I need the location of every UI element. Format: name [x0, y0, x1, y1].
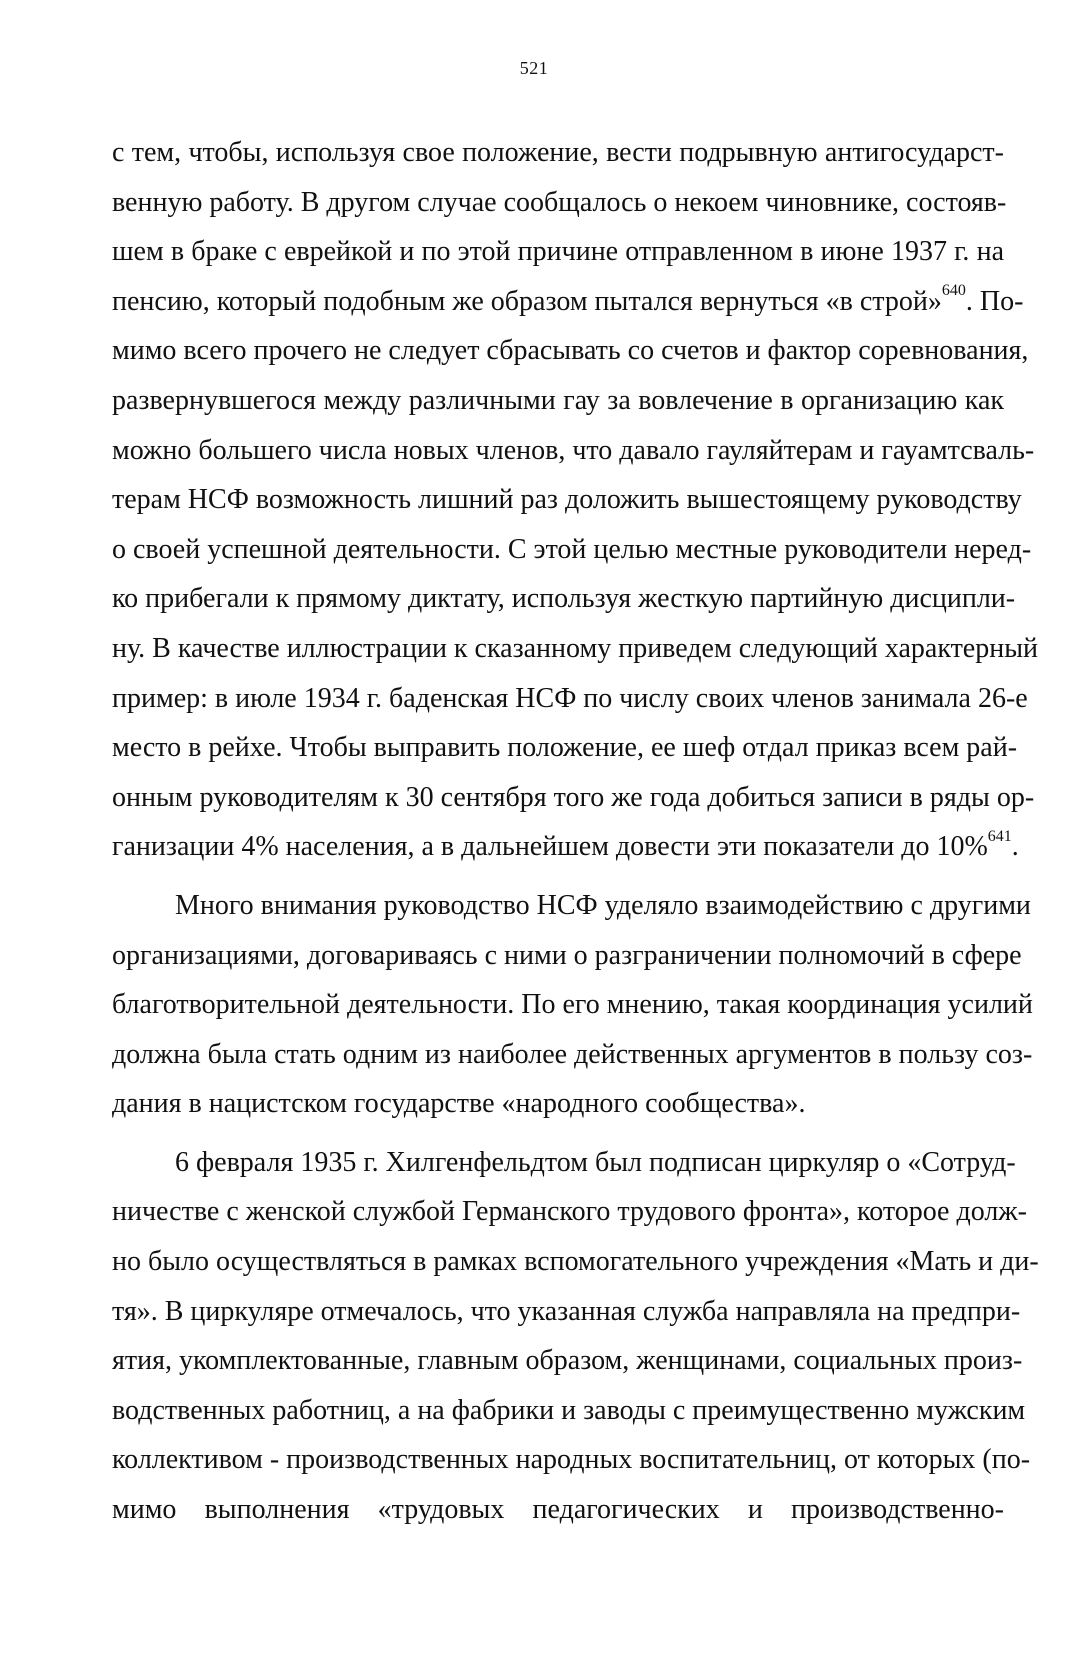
text-line: должна была стать одним из наиболее действенных аргументов в пользу соз- [112, 1038, 1033, 1070]
text-line: дания в нацистском государстве «народного сообщества». [112, 1088, 806, 1120]
text-line: развернувшегося между различными гау за вовлечение в организацию как [112, 384, 1004, 416]
text-line: можно большего числа новых членов, что давало гауляйтерам и гауамтсваль- [112, 434, 1035, 466]
text-line: ничестве с женской службой Германского трудового фронта», которое долж- [112, 1196, 1027, 1228]
paragraph-3 [112, 1138, 1039, 1535]
text-line: ну. В качестве иллюстрации к сказанному приведем следующий характерный [112, 632, 1039, 664]
text-line: коллективом - производственных народных воспитательниц, от которых (по- [112, 1444, 1031, 1476]
text-line: о своей успешной деятельности. С этой целью местные руководители неред- [112, 533, 1032, 565]
paragraph-2 [112, 881, 1033, 1129]
text-line: шем в браке с еврейкой и по этой причине отправленном в июне 1937 г. на [112, 236, 1004, 268]
text-line: терам НСФ возможность лишний раз доложить вышестоящему руководству [112, 484, 1022, 516]
text-line: пример: в июле 1934 г. баденская НСФ по числу своих членов занимала 26-е [112, 682, 1028, 714]
text-line: организациями, договариваясь с ними о разграничении полномочий в сфере [112, 939, 1022, 971]
footnote-ref: 640 [941, 282, 966, 300]
text-line: тя». В циркуляре отмечалось, что указанная служба направляла на предпри- [112, 1295, 1021, 1327]
text-line: место в рейхе. Чтобы выправить положение, ее шеф отдал приказ всем рай- [112, 732, 1018, 764]
text-line: мимо выполнения «трудовых педагогических и производственно- [112, 1494, 1004, 1526]
text-line: ганизации 4% населения, а в дальнейшем довести эти показатели до 10%$^{641}$. [112, 827, 1019, 863]
footnote-ref: 641 [987, 827, 1012, 845]
text-line: с тем, чтобы, используя свое положение, вести подрывную антигосударст- [112, 137, 1004, 168]
text-line: онным руководителям к 30 сентября того же года добиться записи в ряды ор- [112, 781, 1035, 813]
text-line: но было осуществляться в рамках вспомогательного учреждения «Мать и ди- [112, 1246, 1039, 1278]
text-line: Много внимания руководство НСФ уделяло взаимодействию с другими [175, 889, 1031, 921]
paragraph-1 [112, 128, 1039, 872]
body-text [112, 128, 1039, 1535]
text-line: венную работу. В другом случае сообщалось о некоем чиновнике, состояв- [112, 186, 1007, 218]
text-line: ятия, укомплектованные, главным образом, женщинами, социальных произ- [112, 1345, 1023, 1377]
text-line: водственных работниц, а на фабрики и заводы с преимущественно мужским [112, 1394, 1026, 1426]
text-line: благотворительной деятельности. По его мнению, такая координация усилий [112, 989, 1033, 1021]
text-line: мимо всего прочего не следует сбрасывать со счетов и фактор соревнования, [112, 335, 1029, 367]
text-line: 6 февраля 1935 г. Хилгенфельдтом был подписан циркуляр о «Сотруд- [175, 1146, 1016, 1178]
text-line: ко прибегали к прямому диктату, используя жесткую партийную дисципли- [112, 583, 1016, 615]
page-number: 521 [519, 58, 549, 78]
text-line: пенсию, который подобным же образом пытался вернуться «в строй»$^{640}$. По- [112, 282, 1024, 317]
